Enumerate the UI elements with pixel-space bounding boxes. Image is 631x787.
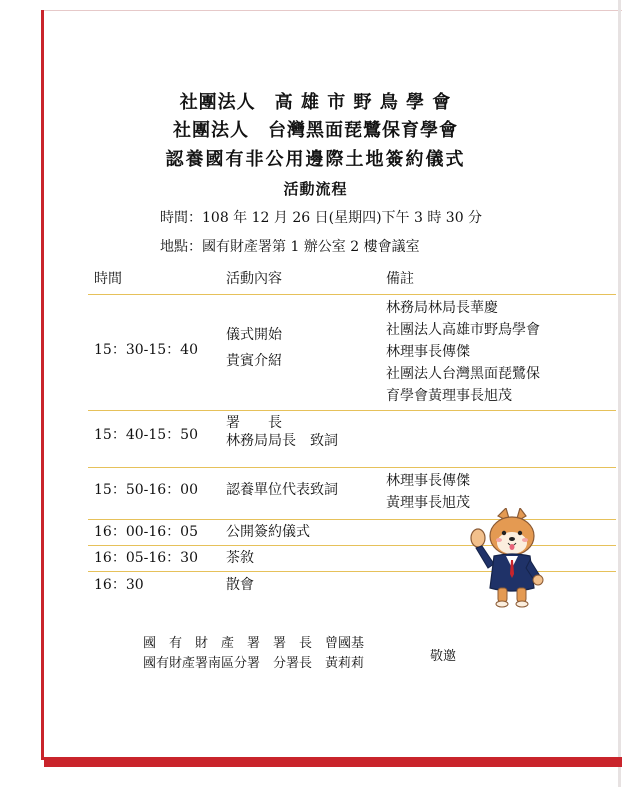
row-content: 認養單位代表致詞 bbox=[226, 482, 338, 498]
row-time: 15：50-16：00 bbox=[94, 482, 198, 498]
header-content: 活動內容 bbox=[226, 271, 282, 287]
top-border bbox=[44, 10, 622, 11]
row-note: 育學會黃理事長旭茂 bbox=[386, 388, 512, 404]
row-time: 16：05-16：30 bbox=[94, 550, 198, 566]
table-header bbox=[88, 264, 616, 295]
row-time: 15：40-15：50 bbox=[94, 427, 198, 443]
row-content: 署 長 bbox=[226, 415, 282, 431]
host-line-2: 國有財產署南區分署 分署長 黃莉莉 bbox=[143, 656, 365, 671]
event-place: 地點：國有財產署第 1 辦公室 2 樓會議室 bbox=[160, 239, 420, 255]
host-line-1: 國 有 財 產 署 署 長 曾國基 bbox=[143, 636, 365, 651]
row-content: 儀式開始 bbox=[226, 327, 282, 343]
schedule-subtitle: 活動流程 bbox=[283, 180, 348, 198]
row-note: 林理事長傳傑 bbox=[386, 473, 470, 489]
row-content: 公開簽約儀式 bbox=[226, 524, 310, 540]
row-content: 林務局局長 致詞 bbox=[226, 433, 338, 449]
row-note: 林務局林局長華慶 bbox=[386, 300, 498, 316]
header-time: 時間 bbox=[94, 271, 122, 287]
row-note: 社團法人高雄市野鳥學會 bbox=[386, 322, 540, 338]
table-row bbox=[88, 295, 616, 411]
shiba-mascot-illustration bbox=[468, 508, 552, 608]
row-content: 散會 bbox=[226, 577, 254, 593]
row-time: 16：00-16：05 bbox=[94, 524, 198, 540]
table-row bbox=[88, 411, 616, 468]
organizer-title-1: 社團法人 高 雄 市 野 鳥 學 會 bbox=[179, 92, 452, 113]
row-content: 茶敘 bbox=[226, 550, 254, 566]
row-note: 黃理事長旭茂 bbox=[386, 495, 470, 511]
row-content: 貴賓介紹 bbox=[226, 353, 282, 369]
event-title: 認養國有非公用邊際土地簽約儀式 bbox=[165, 149, 466, 170]
row-note: 社團法人台灣黑面琵鷺保 bbox=[386, 366, 540, 382]
header-notes: 備註 bbox=[386, 271, 414, 287]
event-time: 時間：108 年 12 月 26 日(星期四)下午 3 時 30 分 bbox=[160, 210, 483, 226]
organizer-title-2: 社團法人 台灣黑面琵鷺保育學會 bbox=[173, 120, 458, 141]
row-time: 15：30-15：40 bbox=[94, 342, 198, 358]
row-note: 林理事長傳傑 bbox=[386, 344, 470, 360]
bottom-red-border bbox=[44, 757, 622, 767]
row-time: 16：30 bbox=[94, 577, 144, 593]
closing-remark: 敬邀 bbox=[430, 649, 457, 664]
